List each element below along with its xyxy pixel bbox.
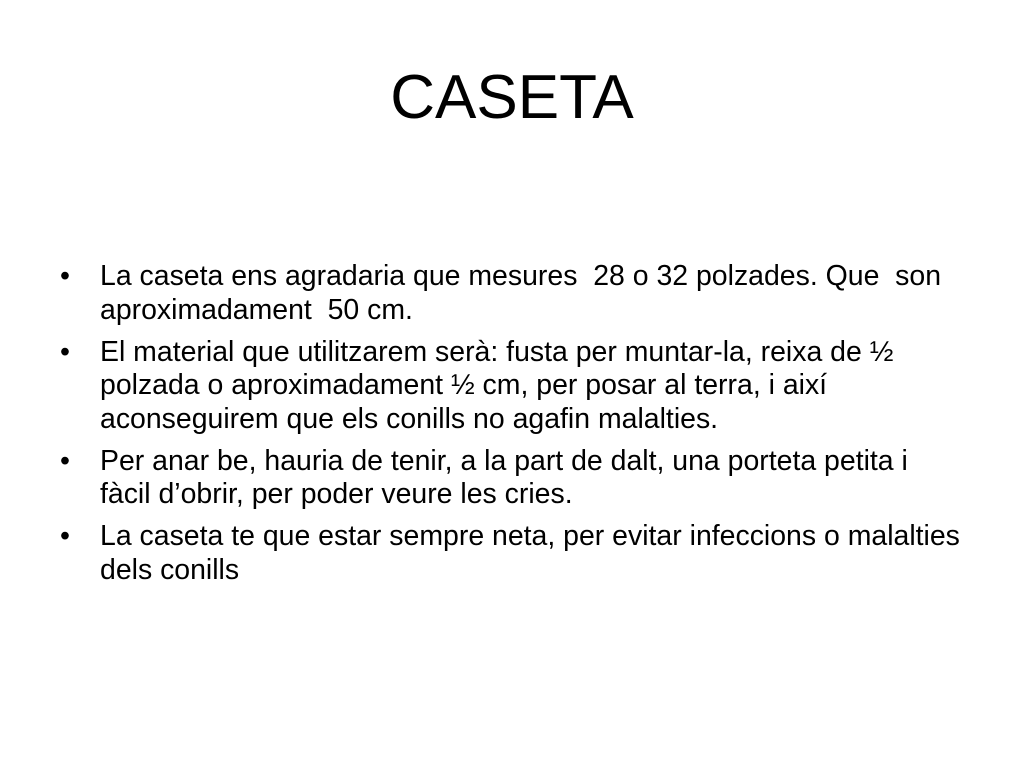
bullet-marker: •	[60, 260, 70, 292]
bullet-marker: •	[60, 335, 70, 368]
bullet-marker: •	[60, 444, 70, 477]
slide-title: CASETA	[390, 63, 634, 132]
bullet-list	[60, 260, 1000, 587]
bullet-item	[60, 520, 1000, 587]
bullet-item	[60, 260, 1000, 327]
bullet-text: La caseta ens agradaria que mesures 28 o 32 polzades. Que son aproximadament 50 cm.	[100, 260, 942, 326]
bullet-item	[60, 444, 1000, 512]
bullet-marker: •	[60, 520, 70, 552]
bullet-text: La caseta te que estar sempre neta, per evitar infeccions o malalties dels conills	[100, 520, 960, 586]
bullet-text: El material que utilitzarem serà: fusta per muntar-la, reixa de ½ polzada o aproximadament ½ cm, per posar al terra, i així aconseguirem que els conills no agafin malalties.	[100, 335, 894, 435]
bullet-text: Per anar be, hauria de tenir, a la part de dalt, una porteta petita i fàcil d’obrir, per poder veure les cries.	[100, 444, 908, 510]
bullet-item	[60, 335, 1000, 437]
